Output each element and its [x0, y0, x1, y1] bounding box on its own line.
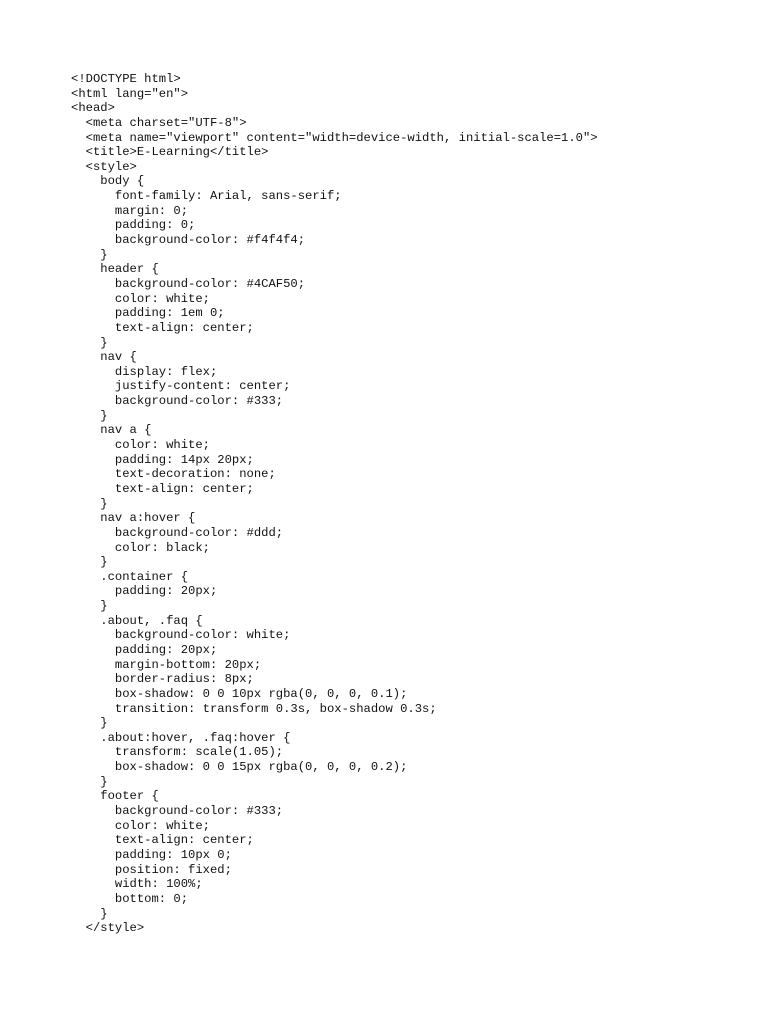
code-line: header { [71, 262, 159, 277]
code-line: padding: 14px 20px; [71, 452, 254, 467]
code-line: padding: 20px; [71, 584, 218, 599]
code-line: box-shadow: 0 0 15px rgba(0, 0, 0, 0.2); [71, 760, 408, 775]
code-line: } [71, 408, 108, 423]
code-line: display: flex; [71, 364, 218, 379]
code-line: } [71, 599, 108, 614]
code-line: <head> [71, 101, 115, 116]
code-line: } [71, 496, 108, 511]
code-line: } [71, 774, 108, 789]
code-line: nav { [71, 350, 137, 365]
code-line: <title>E-Learning</title> [71, 145, 269, 160]
code-line: <style> [71, 159, 137, 174]
code-line: } [71, 247, 108, 262]
code-line: <meta name="viewport" content="width=device-width, initial-scale=1.0"> [71, 130, 598, 145]
code-line: color: white; [71, 438, 210, 453]
code-line: .container { [71, 569, 189, 584]
code-line: </style> [71, 921, 145, 936]
code-line: background-color: white; [71, 628, 291, 643]
code-line: width: 100%; [71, 877, 203, 892]
code-line: } [71, 716, 108, 731]
code-line: box-shadow: 0 0 10px rgba(0, 0, 0, 0.1); [71, 686, 408, 701]
code-line: background-color: #333; [71, 804, 284, 819]
code-line: <meta charset="UTF-8"> [71, 115, 247, 130]
code-line: margin-bottom: 20px; [71, 657, 262, 672]
code-line: color: white; [71, 818, 210, 833]
code-line: background-color: #4CAF50; [71, 276, 306, 291]
code-line: footer { [71, 789, 159, 804]
code-line: padding: 10px 0; [71, 847, 232, 862]
code-line: transition: transform 0.3s, box-shadow 0.3s; [71, 701, 437, 716]
code-line: } [71, 906, 108, 921]
code-line: background-color: #333; [71, 394, 284, 409]
code-line: padding: 1em 0; [71, 306, 225, 321]
code-line: padding: 0; [71, 218, 196, 233]
code-line: padding: 20px; [71, 642, 218, 657]
code-line: text-decoration: none; [71, 467, 276, 482]
code-line: transform: scale(1.05); [71, 745, 284, 760]
code-line: .about, .faq { [71, 613, 203, 628]
code-line: .about:hover, .faq:hover { [71, 730, 291, 745]
code-line: border-radius: 8px; [71, 672, 254, 687]
code-line: nav a { [71, 423, 152, 438]
code-line: background-color: #f4f4f4; [71, 233, 306, 248]
code-line: <html lang="en"> [71, 86, 189, 101]
code-line: } [71, 555, 108, 570]
code-line: text-align: center; [71, 320, 254, 335]
code-line: nav a:hover { [71, 511, 196, 526]
code-line: margin: 0; [71, 203, 189, 218]
code-line: <!DOCTYPE html> [71, 72, 181, 86]
code-line: font-family: Arial, sans-serif; [71, 189, 342, 204]
code-listing [71, 72, 598, 936]
code-line: body { [71, 174, 145, 189]
code-line: position: fixed; [71, 862, 232, 877]
code-line: text-align: center; [71, 833, 254, 848]
code-line: bottom: 0; [71, 891, 189, 906]
code-line: color: white; [71, 291, 210, 306]
code-line: color: black; [71, 540, 210, 555]
code-line: text-align: center; [71, 481, 254, 496]
code-line: justify-content: center; [71, 379, 291, 394]
code-line: } [71, 335, 108, 350]
code-line: background-color: #ddd; [71, 525, 284, 540]
